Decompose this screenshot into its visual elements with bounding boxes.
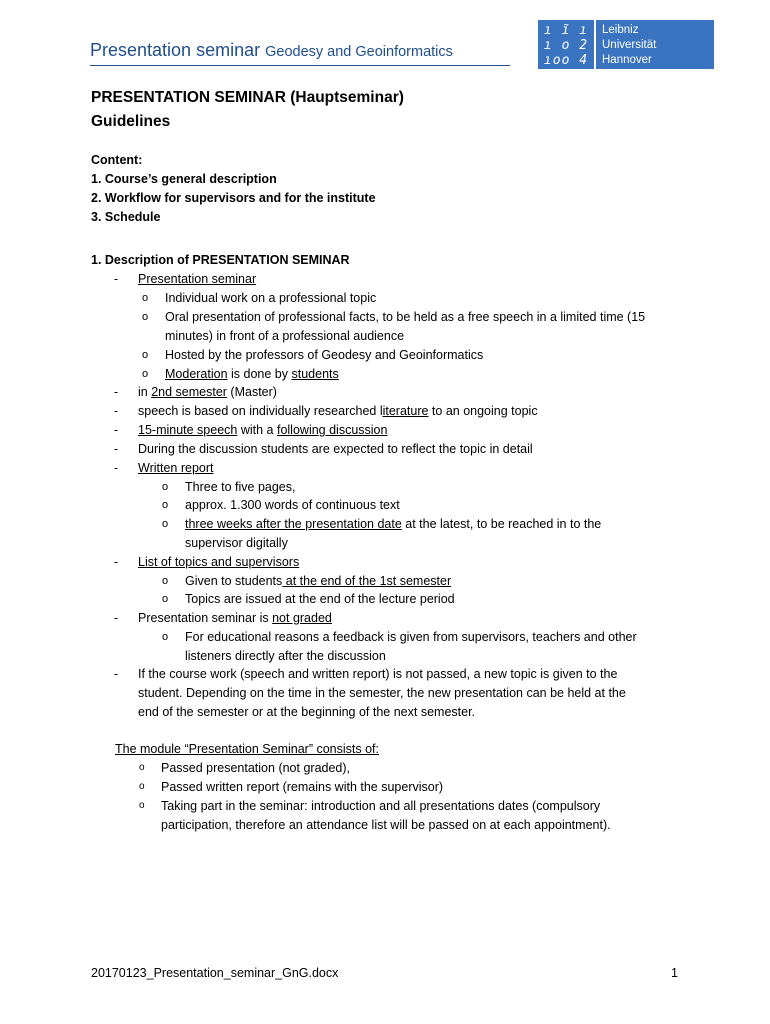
logo-name-1: Leibniz xyxy=(602,24,639,36)
document-subtitle: Guidelines xyxy=(91,113,171,130)
subitem-given-to-students xyxy=(185,574,451,588)
header-rule xyxy=(90,65,510,66)
subitem-feedback: For educational reasons a feedback is given from supervisors, teachers and other xyxy=(185,630,637,644)
document-title: PRESENTATION SEMINAR (Hauptseminar) xyxy=(91,89,404,106)
logo-row-1: ı ĩ ı xyxy=(543,23,589,38)
contents-item-2: 2. Workflow for supervisors and for the institute xyxy=(91,191,376,205)
logo-row-3: ıoo 4 xyxy=(543,53,589,68)
item-15-minute xyxy=(138,423,387,437)
subitem-topics-issued: Topics are issued at the end of the lecture period xyxy=(185,592,455,606)
item-not-passed-cont1: student. Depending on the time in the semester, the new presentation can be held at the xyxy=(138,686,626,700)
module-item-1: Passed presentation (not graded), xyxy=(161,761,351,775)
bullet-marker: o xyxy=(162,593,169,605)
dash-marker: - xyxy=(114,404,119,418)
item-semester xyxy=(138,385,277,399)
speech-pre: speech is based on individually researched l xyxy=(138,404,383,418)
dash-marker: - xyxy=(114,555,119,569)
dash-marker: - xyxy=(114,385,119,399)
item-speech-based xyxy=(138,404,538,418)
module-item-3: Taking part in the seminar: introduction and all presentations dates (compulsory xyxy=(161,799,601,813)
bullet-marker: o xyxy=(142,368,149,380)
module-title: The module “Presentation Seminar” consists of: xyxy=(115,742,380,756)
subitem-feedback-cont: listeners directly after the discussion xyxy=(185,649,386,663)
bullet-marker: o xyxy=(142,349,149,361)
bullet-marker: o xyxy=(142,292,149,304)
students-text: students xyxy=(291,367,339,381)
item-written-report: Written report xyxy=(138,461,214,475)
module-item-2: Passed written report (remains with the supervisor) xyxy=(161,780,444,794)
header-title xyxy=(90,40,453,61)
university-logo-mark xyxy=(538,20,594,69)
header-subtitle: Geodesy and Geoinformatics xyxy=(265,44,453,60)
subitem-oral-presentation: Oral presentation of professional facts, to be held as a free speech in a limited time (15 xyxy=(165,310,646,324)
semester-link: 2nd semester xyxy=(151,385,227,399)
contents-item-3: 3. Schedule xyxy=(91,210,161,224)
literature-text: iterature xyxy=(382,404,429,418)
subitem-moderation xyxy=(165,367,339,381)
given-when: at the end of the 1st semester xyxy=(282,574,452,588)
bullet-marker: o xyxy=(162,631,169,643)
with-a: with a xyxy=(237,423,277,437)
not-graded-text: not graded xyxy=(272,611,332,625)
item-not-graded xyxy=(138,611,332,625)
moderation-text: Moderation xyxy=(165,367,228,381)
semester-pre: in xyxy=(138,385,152,399)
bullet-marker: o xyxy=(139,800,145,811)
deadline-text: three weeks after the presentation date xyxy=(185,517,402,531)
item-list-of-topics: List of topics and supervisors xyxy=(138,555,300,569)
subitem-words: approx. 1.300 words of continuous text xyxy=(185,498,400,512)
logo-name-2: Universität xyxy=(602,39,657,51)
bullet-marker: o xyxy=(162,518,169,530)
moderation-mid: is done by xyxy=(227,367,292,381)
dash-marker: - xyxy=(114,272,119,286)
contents-item-1: 1. Course’s general description xyxy=(91,172,277,186)
section1-title: 1. Description of PRESENTATION SEMINAR xyxy=(91,253,350,267)
bullet-marker: o xyxy=(139,762,145,773)
bullet-marker: o xyxy=(162,481,169,493)
subitem-oral-presentation-cont: minutes) in front of a professional audience xyxy=(165,329,405,343)
bullet-marker: o xyxy=(162,499,169,511)
contents-label: Content: xyxy=(91,153,143,167)
module-item-3-cont: participation, therefore an attendance list will be passed on at each appointment). xyxy=(161,818,611,832)
bullet-marker: o xyxy=(162,575,169,587)
semester-post: (Master) xyxy=(226,385,277,399)
footer-filename: 20170123_Presentation_seminar_GnG.docx xyxy=(91,966,339,980)
logo-name-3: Hannover xyxy=(602,54,652,66)
item-not-passed-cont2: end of the semester or at the beginning of the next semester. xyxy=(138,705,476,719)
dash-marker: - xyxy=(114,611,119,625)
subitem-deadline xyxy=(185,517,601,531)
dash-marker: - xyxy=(114,423,119,437)
university-logo-name xyxy=(596,20,714,69)
subitem-pages: Three to five pages, xyxy=(185,480,296,494)
dash-marker: - xyxy=(114,461,119,475)
header-title-main: Presentation seminar xyxy=(90,40,261,60)
speech-duration: 15-minute speech xyxy=(138,423,238,437)
deadline-post: at the latest, to be reached in to the xyxy=(401,517,602,531)
subitem-deadline-cont: supervisor digitally xyxy=(185,536,288,550)
following-discussion: following discussion xyxy=(276,423,388,437)
page-number: 1 xyxy=(671,966,678,980)
not-graded-pre: Presentation seminar is xyxy=(138,611,273,625)
logo-row-2: ı o 2 xyxy=(543,38,589,53)
subitem-hosted: Hosted by the professors of Geodesy and Geoinformatics xyxy=(165,348,484,362)
item-discussion: During the discussion students are expected to reflect the topic in detail xyxy=(138,442,533,456)
item-presentation-seminar: Presentation seminar xyxy=(138,272,257,286)
bullet-marker: o xyxy=(142,311,149,323)
dash-marker: - xyxy=(114,442,119,456)
item-not-passed: If the course work (speech and written report) is not passed, a new topic is given to the xyxy=(138,667,618,681)
subitem-individual-work: Individual work on a professional topic xyxy=(165,291,377,305)
dash-marker: - xyxy=(114,667,119,681)
given-pre: Given to students xyxy=(185,574,283,588)
speech-post: to an ongoing topic xyxy=(428,404,538,418)
bullet-marker: o xyxy=(139,781,145,792)
